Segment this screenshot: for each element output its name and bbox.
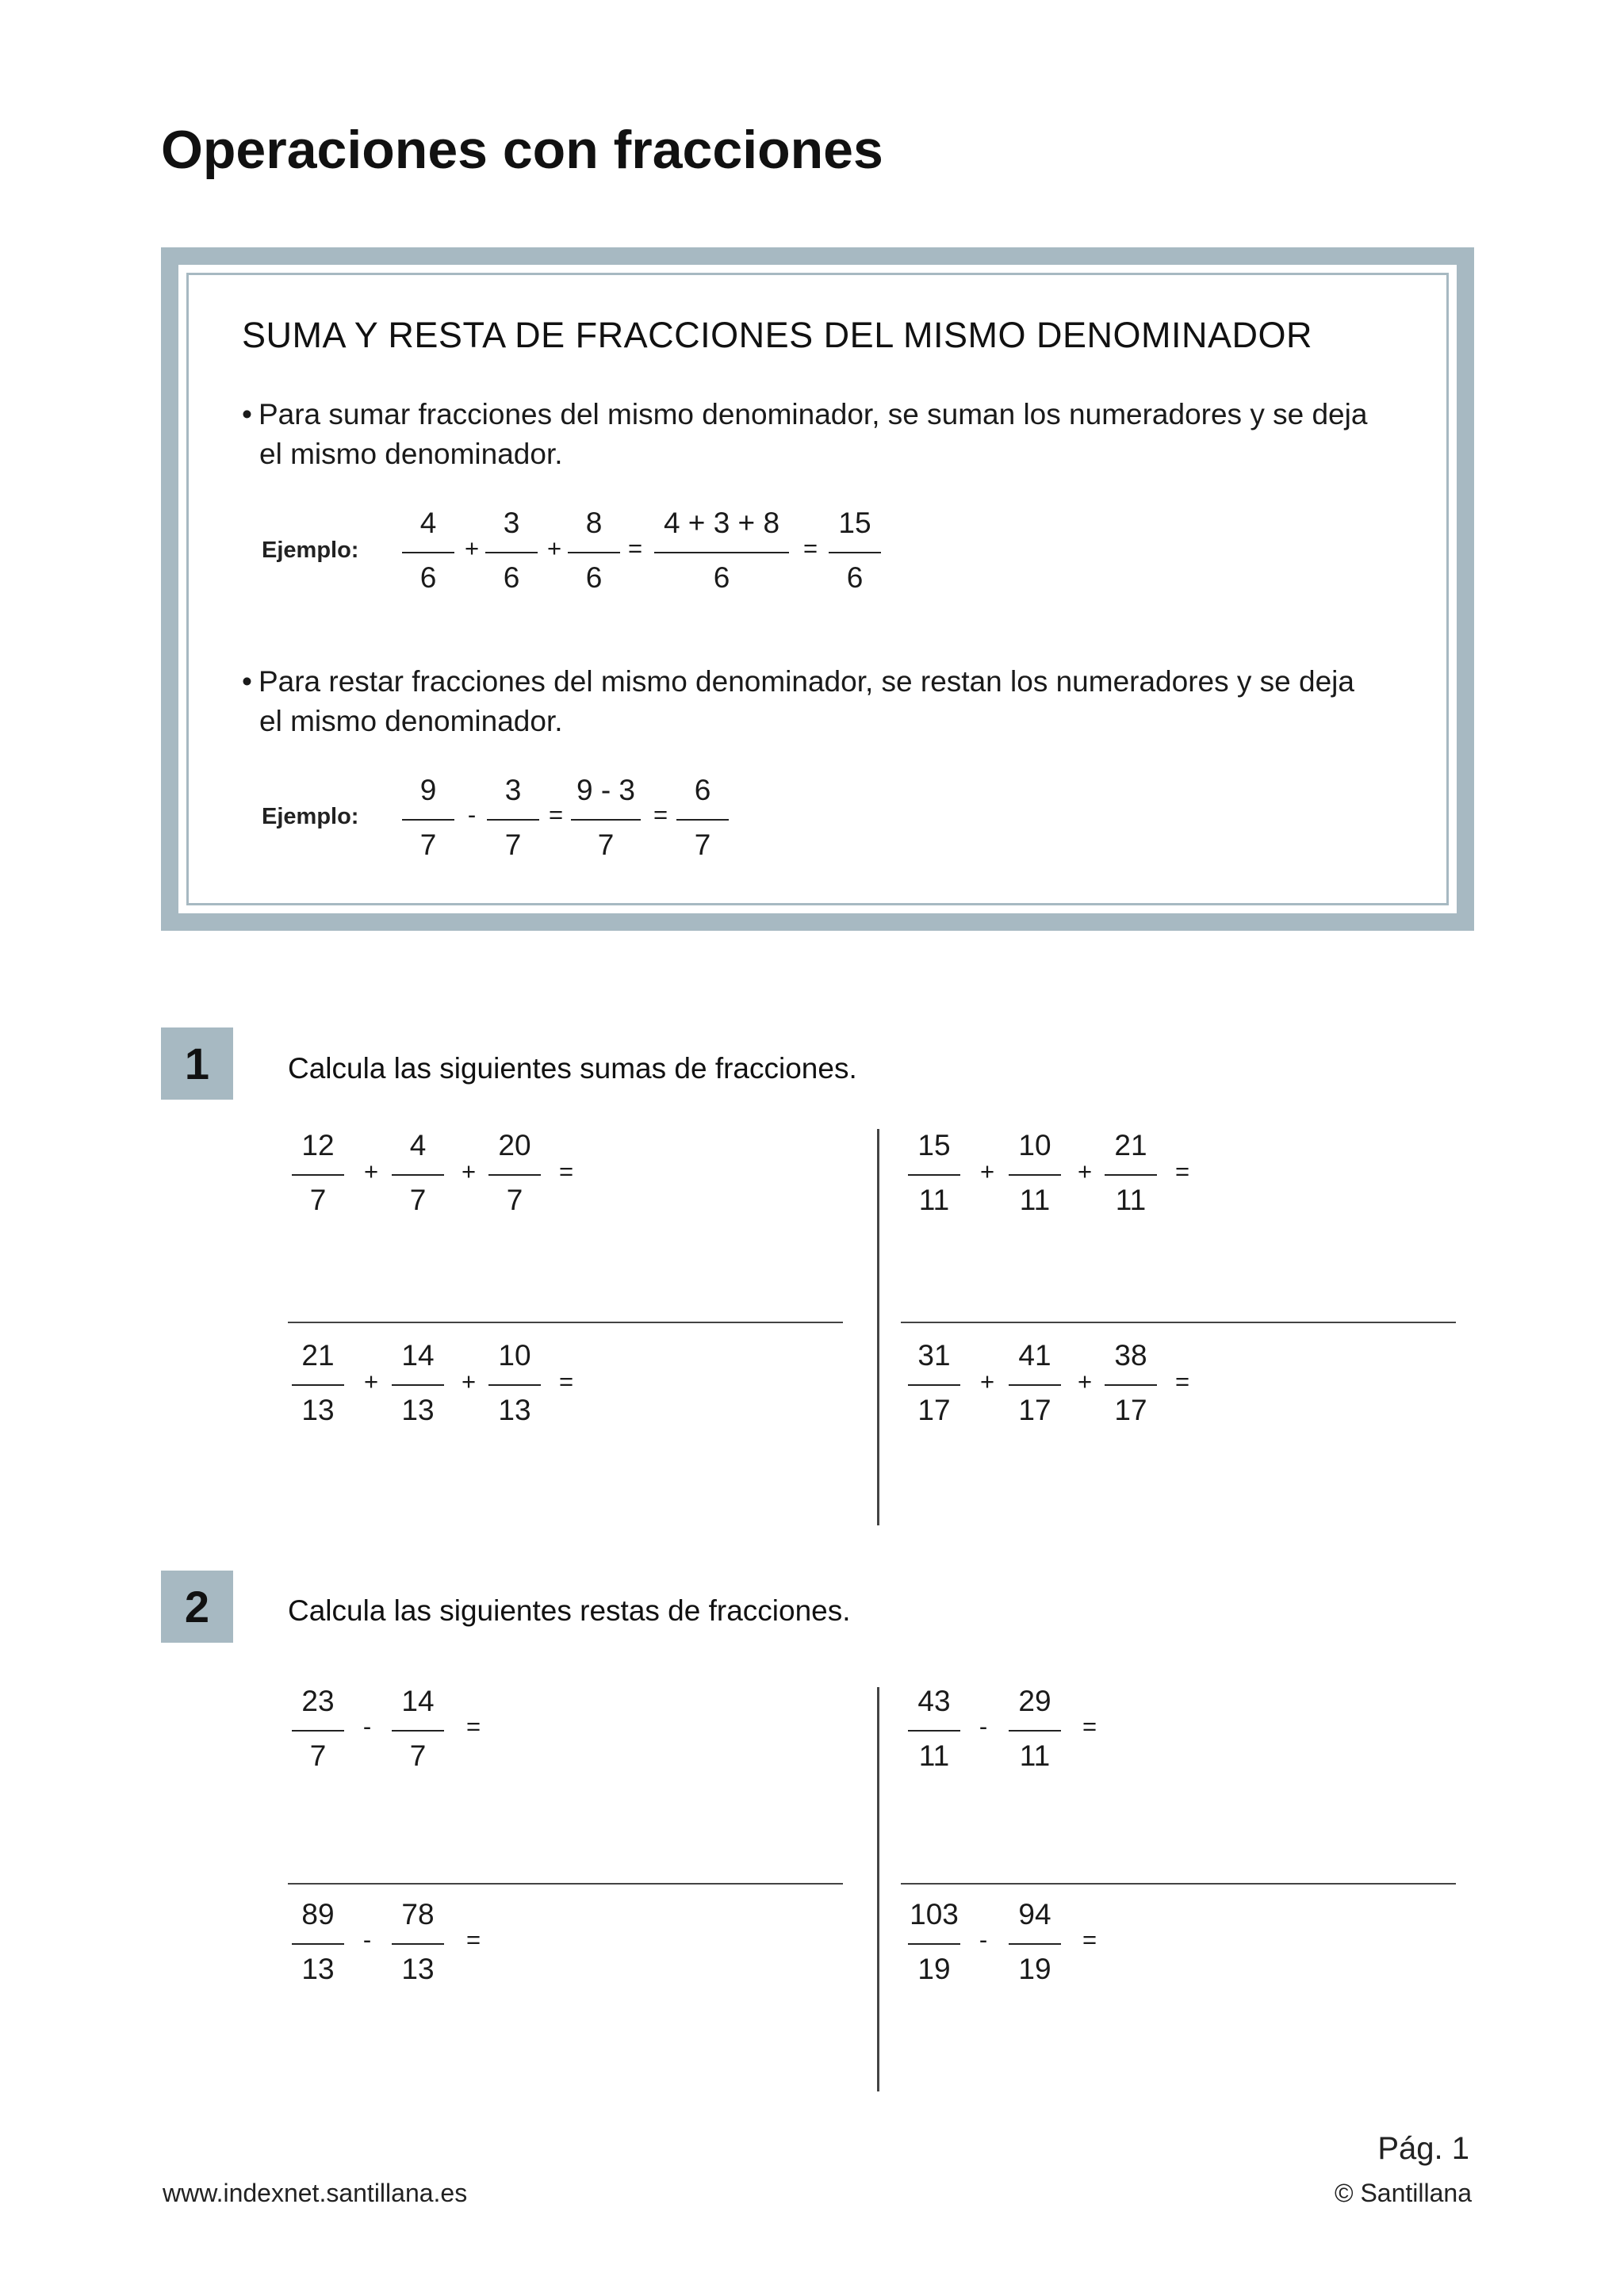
fraction-bar xyxy=(402,819,454,821)
numerator: 14 xyxy=(401,1685,435,1717)
numerator: 15 xyxy=(838,507,871,539)
equals-sign: = xyxy=(465,1712,481,1740)
numerator: 78 xyxy=(401,1898,435,1931)
addition-rule-line1: Para sumar fracciones del mismo denominador, se suman los numeradores y se deja xyxy=(258,398,1368,430)
plus-sign: + xyxy=(1077,1158,1093,1185)
fraction-bar xyxy=(676,819,729,821)
rule-box-heading: SUMA Y RESTA DE FRACCIONES DEL MISMO DENOMINADOR xyxy=(242,315,1313,355)
fraction-bar xyxy=(1105,1384,1157,1386)
fraction-bar xyxy=(908,1943,960,1945)
fraction xyxy=(402,773,454,868)
numerator: 3 xyxy=(504,774,522,806)
denominator: 6 xyxy=(419,561,437,594)
copyright: © Santillana xyxy=(1334,2179,1472,2207)
denominator: 6 xyxy=(846,561,864,594)
fraction xyxy=(1009,1897,1061,1992)
bullet: • xyxy=(242,398,252,430)
fraction xyxy=(1009,1684,1061,1779)
plus-sign: + xyxy=(979,1158,995,1185)
fraction xyxy=(908,1684,960,1779)
addition-rule xyxy=(242,395,1431,474)
example-label: Ejemplo: xyxy=(262,538,359,563)
fraction xyxy=(487,773,539,868)
page-title: Operaciones con fracciones xyxy=(161,120,883,180)
answer-divider xyxy=(288,1322,843,1323)
fraction-bar xyxy=(1009,1730,1061,1732)
plus-sign: + xyxy=(363,1158,379,1185)
denominator: 7 xyxy=(409,1739,427,1772)
fraction-bar xyxy=(487,819,539,821)
numerator: 23 xyxy=(301,1685,335,1717)
equals-sign: = xyxy=(1082,1926,1097,1954)
fraction xyxy=(1009,1128,1061,1223)
fraction xyxy=(392,1338,444,1433)
fraction xyxy=(292,1338,344,1433)
page-number: Pág. 1 xyxy=(1377,2131,1469,2166)
fraction-bar xyxy=(402,552,454,553)
fraction-bar xyxy=(392,1730,444,1732)
denominator: 13 xyxy=(301,1394,335,1426)
plus-sign: + xyxy=(546,534,562,562)
column-divider xyxy=(877,1129,879,1525)
denominator: 6 xyxy=(713,561,730,594)
numerator: 6 xyxy=(694,774,711,806)
numerator: 43 xyxy=(917,1685,951,1717)
denominator: 11 xyxy=(1115,1184,1147,1216)
fraction-bar xyxy=(292,1174,344,1176)
equals-sign: = xyxy=(1082,1712,1097,1740)
fraction xyxy=(488,1128,541,1223)
denominator: 7 xyxy=(506,1184,523,1216)
equals-sign: = xyxy=(548,801,564,828)
fraction xyxy=(392,1897,444,1992)
plus-sign: + xyxy=(979,1368,995,1395)
numerator: 4 xyxy=(409,1129,427,1161)
subtraction-rule-line2: el mismo denominador. xyxy=(259,705,563,737)
fraction xyxy=(1009,1338,1061,1433)
equals-sign: = xyxy=(802,534,818,562)
fraction xyxy=(402,506,454,601)
fraction xyxy=(1105,1128,1157,1223)
minus-sign: - xyxy=(362,1926,372,1954)
denominator: 7 xyxy=(597,828,615,861)
fraction xyxy=(571,773,641,868)
fraction-bar xyxy=(392,1384,444,1386)
numerator: 41 xyxy=(1018,1339,1051,1372)
numerator: 9 - 3 xyxy=(576,774,636,806)
fraction-bar xyxy=(571,819,641,821)
minus-sign: - xyxy=(979,1926,988,1954)
denominator: 7 xyxy=(309,1184,327,1216)
subtraction-rule-line1: Para restar fracciones del mismo denominador, se restan los numeradores y se deja xyxy=(258,665,1354,698)
fraction-bar xyxy=(488,1384,541,1386)
fraction-bar xyxy=(829,552,881,553)
fraction xyxy=(829,506,881,601)
denominator: 6 xyxy=(503,561,520,594)
fraction-bar xyxy=(292,1730,344,1732)
exercise-instruction: Calcula las siguientes sumas de fracciones. xyxy=(288,1052,857,1085)
fraction xyxy=(654,506,789,601)
fraction xyxy=(292,1128,344,1223)
denominator: 11 xyxy=(1019,1184,1051,1216)
numerator: 31 xyxy=(917,1339,951,1372)
minus-sign: - xyxy=(979,1712,988,1740)
numerator: 10 xyxy=(1018,1129,1051,1161)
equals-sign: = xyxy=(653,801,668,828)
numerator: 4 + 3 + 8 xyxy=(663,507,780,539)
fraction-bar xyxy=(392,1943,444,1945)
numerator: 12 xyxy=(301,1129,335,1161)
fraction-bar xyxy=(908,1174,960,1176)
fraction xyxy=(292,1684,344,1779)
footer-url[interactable]: www.indexnet.santillana.es xyxy=(163,2179,468,2207)
denominator: 17 xyxy=(917,1394,951,1426)
fraction-bar xyxy=(488,1174,541,1176)
answer-divider xyxy=(288,1883,843,1885)
fraction-bar xyxy=(485,552,538,553)
numerator: 14 xyxy=(401,1339,435,1372)
numerator: 94 xyxy=(1018,1898,1051,1931)
denominator: 11 xyxy=(1019,1739,1051,1772)
denominator: 7 xyxy=(694,828,711,861)
denominator: 11 xyxy=(918,1184,950,1216)
denominator: 17 xyxy=(1018,1394,1051,1426)
denominator: 19 xyxy=(1018,1953,1051,1985)
fraction xyxy=(908,1338,960,1433)
minus-sign: - xyxy=(362,1712,372,1740)
numerator: 10 xyxy=(498,1339,531,1372)
denominator: 19 xyxy=(917,1953,951,1985)
addition-rule-line2: el mismo denominador. xyxy=(259,438,563,470)
bullet: • xyxy=(242,665,252,698)
numerator: 8 xyxy=(585,507,603,539)
denominator: 6 xyxy=(585,561,603,594)
equals-sign: = xyxy=(627,534,643,562)
denominator: 7 xyxy=(309,1739,327,1772)
fraction-bar xyxy=(654,552,789,553)
plus-sign: + xyxy=(464,534,480,562)
equals-sign: = xyxy=(1174,1368,1190,1395)
denominator: 13 xyxy=(301,1953,335,1985)
numerator: 21 xyxy=(301,1339,335,1372)
fraction xyxy=(392,1684,444,1779)
fraction-bar xyxy=(908,1384,960,1386)
minus-sign: - xyxy=(467,801,477,828)
answer-divider xyxy=(901,1322,1456,1323)
numerator: 3 xyxy=(503,507,520,539)
fraction-bar xyxy=(292,1943,344,1945)
fraction xyxy=(908,1128,960,1223)
numerator: 21 xyxy=(1114,1129,1147,1161)
example-label: Ejemplo: xyxy=(262,804,359,829)
denominator: 7 xyxy=(419,828,437,861)
plus-sign: + xyxy=(461,1158,477,1185)
denominator: 11 xyxy=(918,1739,950,1772)
fraction-bar xyxy=(568,552,620,553)
subtraction-rule xyxy=(242,662,1431,741)
numerator: 15 xyxy=(917,1129,951,1161)
fraction-bar xyxy=(292,1384,344,1386)
fraction xyxy=(485,506,538,601)
equals-sign: = xyxy=(1174,1158,1190,1185)
equals-sign: = xyxy=(558,1368,574,1395)
fraction xyxy=(676,773,729,868)
numerator: 9 xyxy=(419,774,437,806)
exercise-instruction: Calcula las siguientes restas de fracciones. xyxy=(288,1594,851,1627)
numerator: 20 xyxy=(498,1129,531,1161)
fraction xyxy=(568,506,620,601)
equals-sign: = xyxy=(558,1158,574,1185)
fraction xyxy=(488,1338,541,1433)
answer-divider xyxy=(901,1883,1456,1885)
numerator: 103 xyxy=(910,1898,959,1931)
fraction-bar xyxy=(908,1730,960,1732)
fraction-bar xyxy=(1105,1174,1157,1176)
fraction-bar xyxy=(1009,1174,1061,1176)
fraction-bar xyxy=(1009,1943,1061,1945)
denominator: 7 xyxy=(504,828,522,861)
fraction xyxy=(1105,1338,1157,1433)
numerator: 29 xyxy=(1018,1685,1051,1717)
exercise-number-badge: 1 xyxy=(161,1027,233,1100)
numerator: 4 xyxy=(419,507,437,539)
denominator: 13 xyxy=(401,1394,435,1426)
denominator: 13 xyxy=(401,1953,435,1985)
fraction xyxy=(392,1128,444,1223)
fraction xyxy=(292,1897,344,1992)
equals-sign: = xyxy=(465,1926,481,1954)
column-divider xyxy=(877,1687,879,2091)
plus-sign: + xyxy=(1077,1368,1093,1395)
plus-sign: + xyxy=(461,1368,477,1395)
denominator: 17 xyxy=(1114,1394,1147,1426)
plus-sign: + xyxy=(363,1368,379,1395)
fraction-bar xyxy=(1009,1384,1061,1386)
fraction xyxy=(908,1897,960,1992)
numerator: 38 xyxy=(1114,1339,1147,1372)
fraction-bar xyxy=(392,1174,444,1176)
numerator: 89 xyxy=(301,1898,335,1931)
exercise-number-badge: 2 xyxy=(161,1571,233,1643)
denominator: 7 xyxy=(409,1184,427,1216)
denominator: 13 xyxy=(498,1394,531,1426)
